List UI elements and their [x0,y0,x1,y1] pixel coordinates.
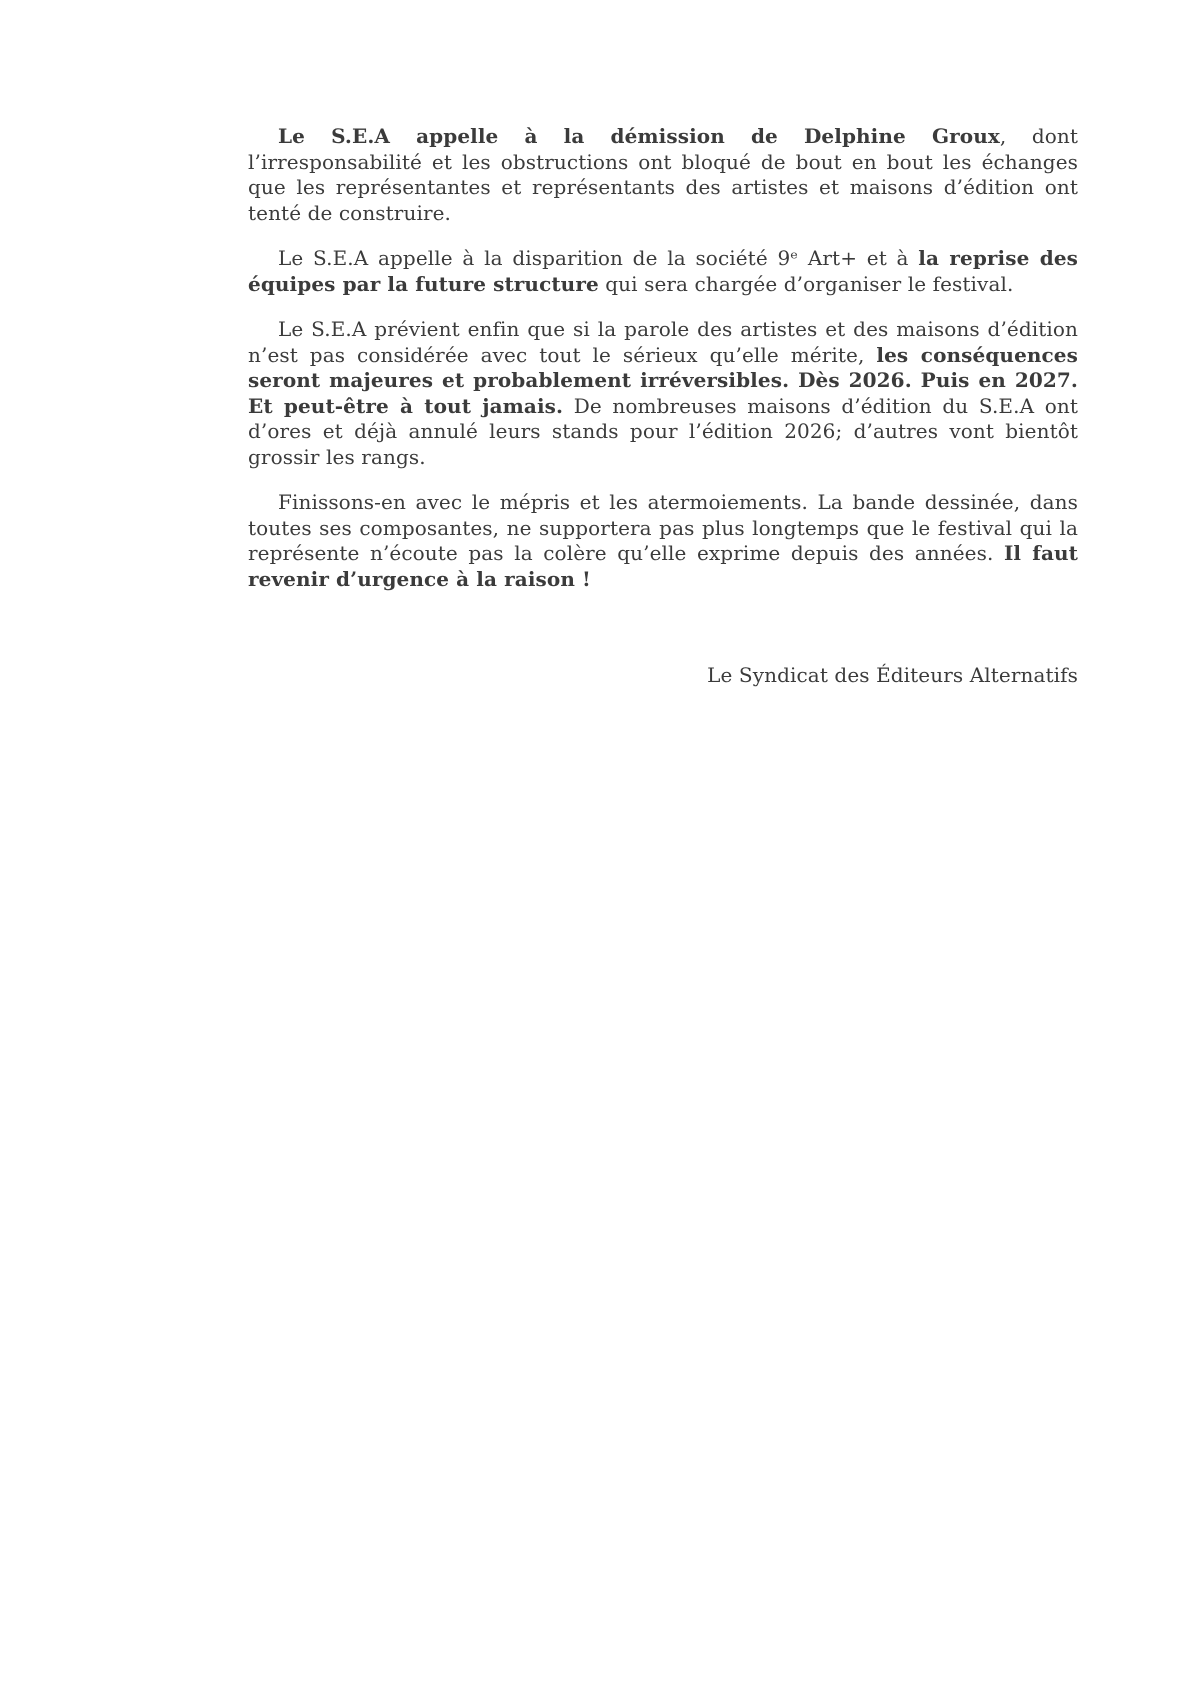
text-segment: De nombreuses maisons d’édition du S.E.A ont d’ores et déjà annulé leurs stands pour l’édition 2026; d’autres vont bientôt grossir les rangs. [248,393,1078,469]
text-segment: Le S.E.A appelle à la disparition de la société 9ᵉ Art+ et à [278,246,919,270]
text-segment: Finissons-en avec le mépris et les atermoiements. La bande dessinée, dans toutes ses composantes, ne supportera pas plus longtemps que le festival qui la représente n’écoute pas la colère qu’elle exprime depuis des années. [248,490,1078,565]
document-body [248,124,1078,689]
bold-text-segment: Il faut revenir d’urgence à la raison ! [248,541,1078,591]
paragraph [248,317,1078,470]
bold-text-segment: les conséquences seront majeures et probablement irréversibles. Dès 2026. Puis en 2027. Et peut-être à tout jamais. [248,342,1078,418]
text-segment: Le S.E.A prévient enfin que si la parole des artistes et des maisons d’édition n’est pas considérée avec tout le sérieux qu’elle mérite, [248,317,1078,367]
text-segment: qui sera chargée d’organiser le festival. [598,271,1014,296]
paragraphs-container [248,124,1078,592]
signature-line: Le Syndicat des Éditeurs Alternatifs [707,663,1078,687]
bold-text-segment: la reprise des équipes par la future structure [248,246,1079,296]
paragraph [248,246,1078,297]
text-segment: , dont l’irresponsabilité et les obstructions ont bloqué de bout en bout les échanges que les représentantes et représentants des artistes et maisons d’édition ont tenté de construire. [248,124,1078,225]
bold-text-segment: Le S.E.A appelle à la démission de Delphine Groux [278,124,1000,148]
paragraph [248,124,1078,226]
paragraph [248,490,1078,592]
